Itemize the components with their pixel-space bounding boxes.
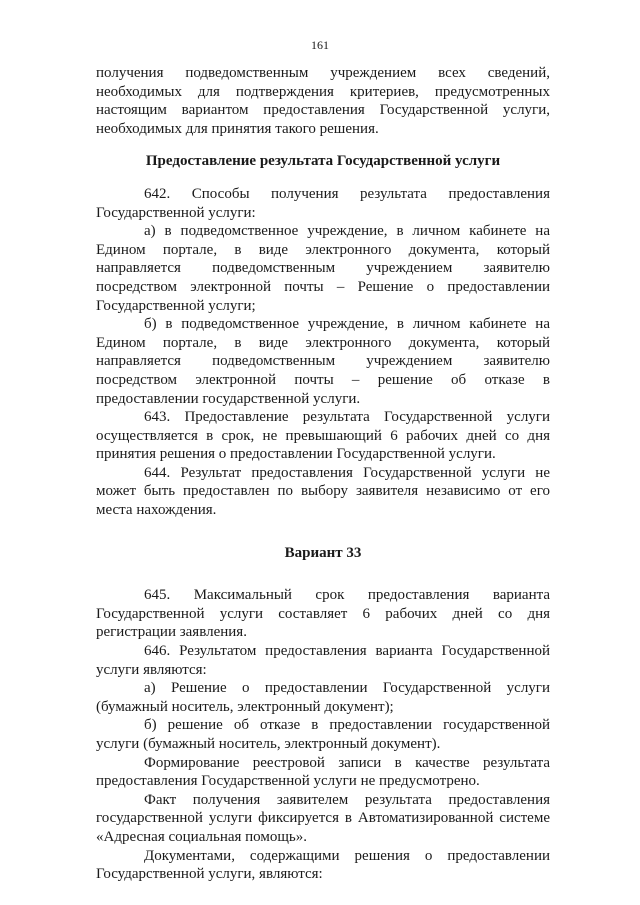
paragraph-documents: Документами, содержащими решения о предоставлении Государственной услуги, являются: — [96, 847, 550, 883]
paragraph-registry: Формирование реестровой записи в качестве результата предоставления Государственной услуги не предусмотрено. — [96, 754, 550, 790]
paragraph-646-b: б) решение об отказе в предоставлении государственной услуги (бумажный носитель, электронный документ). — [96, 717, 550, 752]
paragraph-642-b: б) в подведомственное учреждение, в личном кабинете на Едином портале, в виде электронного документа, который направляется подведомственным учреждением заявителю посредством электронной почты – решение об отказе в предоставлении государственной услуги. — [96, 316, 550, 407]
paragraph: получения подведомственным учреждением всех сведений, необходимых для подтверждения критериев, предусмотренных настоящим вариантом предоставления Государственной услуги, необходимых для принятия такого решения. — [96, 65, 550, 137]
paragraph-642: 642. Способы получения результата предоставления Государственной услуги: — [96, 185, 550, 221]
section-heading: Предоставление результата Государственной услуги — [145, 153, 501, 170]
page-number: 161 — [311, 38, 329, 52]
paragraph-646-a: а) Решение о предоставлении Государственной услуги (бумажный носитель, электронный документ); — [96, 680, 550, 715]
paragraph-643: 643. Предоставление результата Государственной услуги осуществляется в срок, не превышающий 6 рабочих дней со дня принятия решения о предоставлении Государственной услуги. — [96, 409, 550, 463]
paragraph-645: 645. Максимальный срок предоставления варианта Государственной услуги составляет 6 рабочих дней со дня регистрации заявления. — [96, 587, 550, 641]
paragraph-644: 644. Результат предоставления Государственной услуги не может быть предоставлен по выбору заявителя независимо от его места нахождения. — [96, 464, 550, 519]
paragraph-fact: Факт получения заявителем результата предоставления государственной услуги фиксируется в Автоматизированной системе «Адресная социальная помощь». — [96, 791, 550, 845]
paragraph-646: 646. Результатом предоставления варианта Государственной услуги являются: — [96, 643, 550, 678]
paragraph-642-a: а) в подведомственное учреждение, в личном кабинете на Едином портале, в виде электронного документа, который направляется подведомственным учреждением заявителю посредством электронной почты – Решение о предоставлении Государственной услуги; — [96, 223, 550, 314]
document-body — [96, 64, 550, 884]
variant-heading: Вариант 33 — [284, 544, 362, 561]
